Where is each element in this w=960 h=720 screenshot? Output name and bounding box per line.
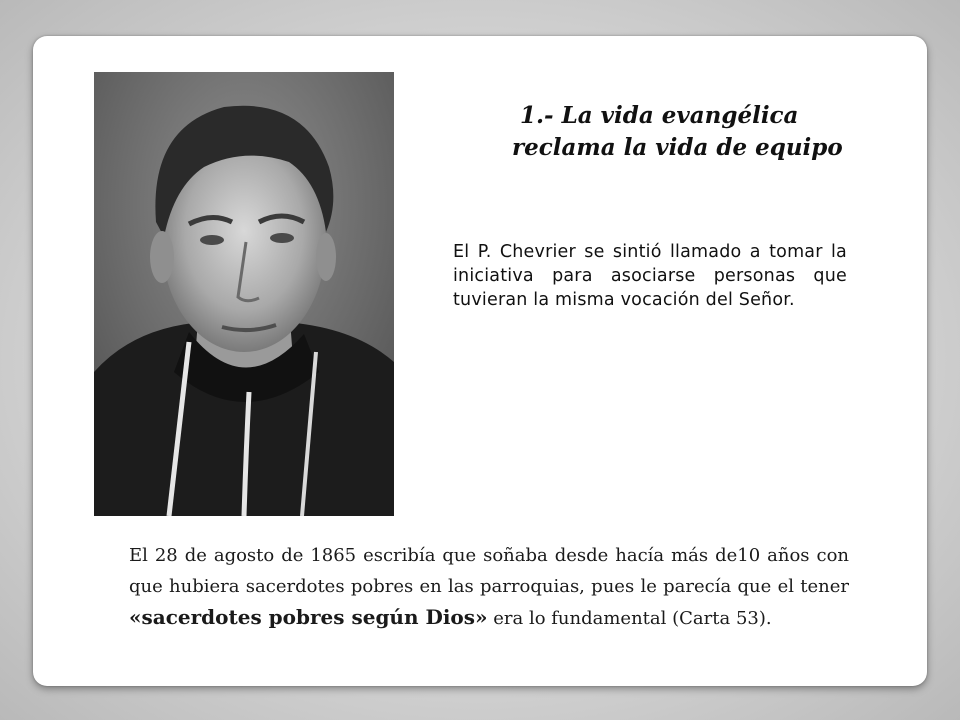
title-line-2: reclama la vida de equipo — [512, 134, 843, 161]
body-emphasis-quote: «sacerdotes pobres según Dios» — [129, 605, 488, 629]
body-paragraph — [129, 540, 849, 634]
body-text-before: El 28 de agosto de 1865 escribía que soñaba desde hacía más de10 años con que hubiera sacerdotes pobres en las parroquias, pues le parecía que el tener — [129, 545, 849, 597]
title-line-1: 1.- La vida evangélica — [520, 102, 799, 129]
portrait-photo — [94, 72, 394, 516]
body-text-after: era lo fundamental (Carta 53). — [487, 608, 772, 629]
description-paragraph: El P. Chevrier se sintió llamado a tomar la iniciativa para asociarse personas que tuvieran la misma vocación del Señor. — [453, 242, 847, 310]
slide-title — [470, 100, 870, 164]
